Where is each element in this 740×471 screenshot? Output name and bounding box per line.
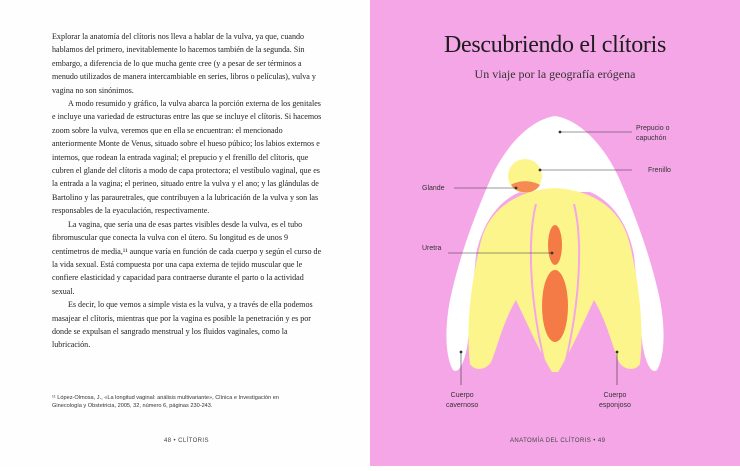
paragraph-4: Es decir, lo que vemos a simple vista es la vulva, y a través de ella podemos masajear el clítoris, mientras que por la vagina es posible la penetración y es por donde se expulsan el sangrado menstrual y los fluidos vaginales, como la lubricación. xyxy=(52,300,313,350)
dot-esponjoso xyxy=(616,351,619,354)
label-cavernoso xyxy=(446,391,478,410)
dot-prepucio xyxy=(559,131,562,134)
paragraph-3: La vagina, que sería una de esas partes visibles desde la vulva, es el tubo fibromuscular que conecta la vulva con el útero. Su longitud es de unos 9 centímetros de media,¹¹ aunque varía en función de cada cuerpo y según el curso de la vida sexual. Está compuesta por una capa externa de tejido muscular que le confiere elasticidad y capacidad para contraerse durante el parto o la actividad sexual. xyxy=(52,219,322,296)
dot-uretra xyxy=(551,252,554,255)
paragraph-1: Explorar la anatomía del clítoris nos lleva a hablar de la vulva, ya que, cuando hablamos del primero, inevitablemente lo hacemos también de la segunda. Sin embargo, a diferencia de lo que mucha gente cree (y a pesar de ser términos a menudo utilizados de manera intercambiable en series, libros o películas), vulva y vagina no son sinónimos. xyxy=(52,32,316,95)
page-title: Descubriendo el clítoris xyxy=(443,32,667,58)
label-cavernoso-line1: Cuerpo xyxy=(450,392,474,399)
label-esponjoso-line1: Cuerpo xyxy=(603,392,627,399)
body-text xyxy=(52,30,322,352)
folio-right: ANATOMÍA DEL CLÍTORIS • 49 xyxy=(510,438,606,444)
dot-cavernoso xyxy=(460,351,463,354)
label-cavernoso-line2: cavernoso xyxy=(446,401,479,409)
label-esponjoso xyxy=(599,391,631,410)
paragraph-2: A modo resumido y gráfico, la vulva abarca la porción externa de los genitales e incluye una variedad de estructuras entre las que se incluye el clítoris. Si hacemos zoom sobre la vulva, veremos que en ella se encuentran: el mencionado anteriormente Monte de Venus, situado sobre el hueso púbico; los labios externos e internos, que rodean la entrada vaginal; el prepucio y el frenillo del clítoris, que cubren el glande del clítoris a modo de capa protectora; el vestíbulo vaginal, que es la entrada a la vagina; el perineo, situado entre la vulva y el ano; y las glándulas de Bartolino y las parauretrales, que contribuyen a la lubricación de la vulva y son las responsables de la eyaculación, respectivamente. xyxy=(52,99,322,216)
dot-glande xyxy=(515,187,518,190)
page-subtitle: Un viaje por la geografía erógena xyxy=(474,67,636,81)
vaginal-opening-shape xyxy=(542,270,568,342)
left-page xyxy=(0,0,370,466)
label-glande: Glande xyxy=(422,185,445,192)
dot-frenillo xyxy=(539,169,542,172)
label-prepucio-line1: Prepucio o xyxy=(636,125,670,132)
footnote: ¹¹ López-Olmosa, J., «La longitud vaginal: análisis multivariante», Clínica e Investigación en Ginecología y Obstetricia, 2005, 32, número 6, páginas 230-243. xyxy=(52,395,279,410)
label-esponjoso-line2: esponjoso xyxy=(599,401,631,409)
label-frenillo: Frenillo xyxy=(648,167,671,174)
label-uretra: Uretra xyxy=(422,245,442,252)
folio-left: 48 • CLÍTORIS xyxy=(164,438,209,444)
label-prepucio-line2: capuchón xyxy=(636,134,667,142)
urethra-shape xyxy=(548,225,562,265)
label-prepucio xyxy=(636,124,669,143)
